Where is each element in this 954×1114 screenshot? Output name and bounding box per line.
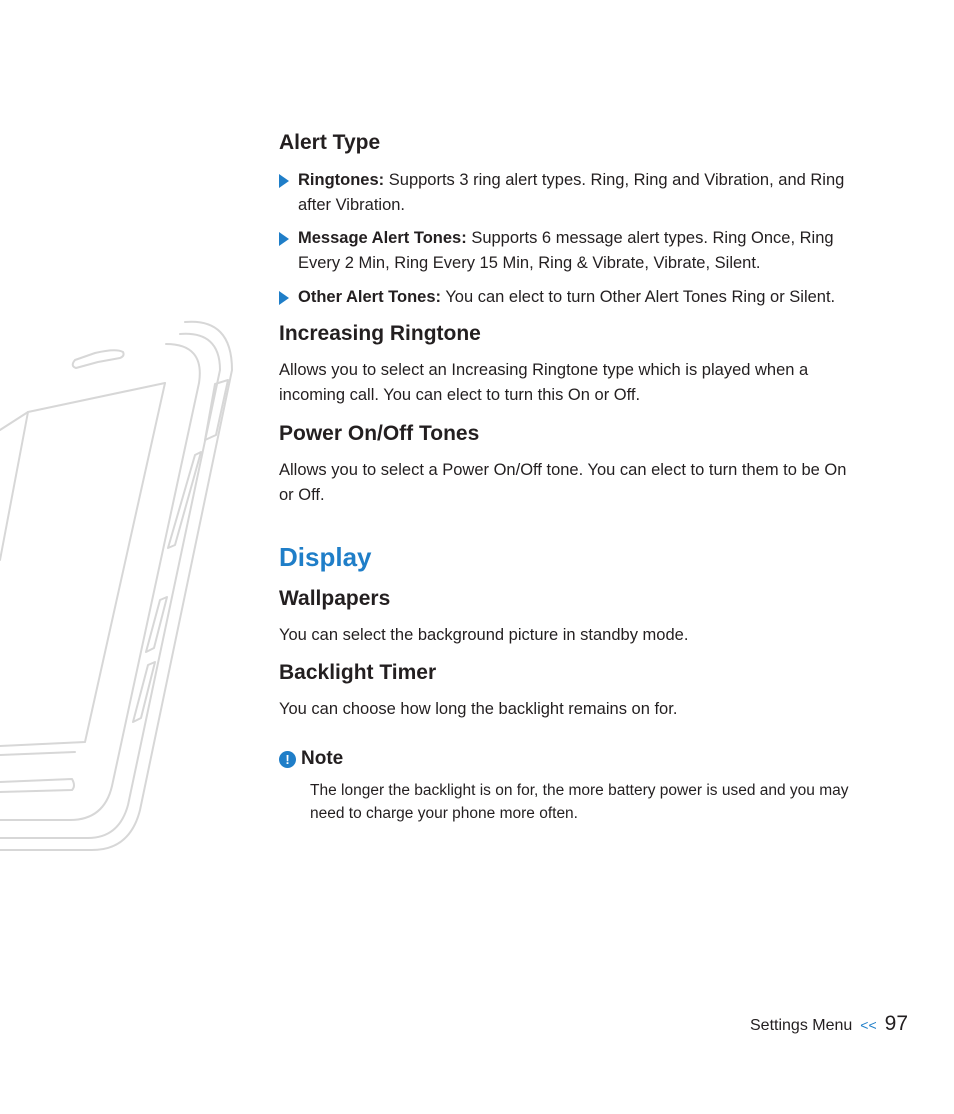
- bullet-other-alert-tones: [279, 285, 859, 310]
- bullet-term: Other Alert Tones:: [298, 288, 442, 306]
- note-label: Note: [301, 748, 344, 769]
- phone-illustration: [0, 0, 260, 900]
- power-tones-text: Allows you to select a Power On/Off tone. You can elect to turn them to be On or Off.: [279, 461, 847, 504]
- backlight-timer-text: You can choose how long the backlight remains on for.: [279, 700, 678, 718]
- bullet-text: You can elect to turn Other Alert Tones Ring or Silent.: [445, 288, 836, 306]
- alert-type-heading: Alert Type: [279, 131, 381, 154]
- power-tones-heading: Power On/Off Tones: [279, 422, 480, 445]
- bullet-text: Supports 6 message alert types. Ring Once, Ring Every 2 Min, Ring Every 15 Min, Ring & Vibrate, Vibrate, Silent.: [298, 229, 834, 272]
- wallpapers-text: You can select the background picture in standby mode.: [279, 626, 689, 644]
- page-number: 97: [884, 1012, 908, 1035]
- display-heading: Display: [279, 542, 372, 572]
- blue-arrow-icon: [279, 232, 289, 246]
- bullet-term: Message Alert Tones:: [298, 229, 467, 247]
- increasing-ringtone-text: Allows you to select an Increasing Ringtone type which is played when a incoming call. You can elect to turn this On or Off.: [279, 361, 809, 404]
- exclamation-icon: !: [279, 751, 296, 768]
- note-text: The longer the backlight is on for, the more battery power is used and you may need to charge your phone more often.: [310, 782, 849, 822]
- blue-arrow-icon: [279, 291, 289, 305]
- page-footer: [750, 1012, 908, 1042]
- increasing-ringtone-heading: Increasing Ringtone: [279, 322, 481, 345]
- blue-arrow-icon: [279, 174, 289, 188]
- bullet-message-alert-tones: [279, 226, 859, 276]
- backlight-timer-heading: Backlight Timer: [279, 661, 437, 684]
- bullet-text: Supports 3 ring alert types. Ring, Ring and Vibration, and Ring after Vibration.: [298, 171, 845, 214]
- bullet-ringtones: [279, 168, 859, 218]
- footer-section-title: Settings Menu: [750, 1017, 853, 1034]
- wallpapers-heading: Wallpapers: [279, 587, 391, 610]
- double-chevron-icon: <<: [860, 1017, 877, 1033]
- bullet-term: Ringtones:: [298, 171, 385, 189]
- note-header: [279, 747, 343, 771]
